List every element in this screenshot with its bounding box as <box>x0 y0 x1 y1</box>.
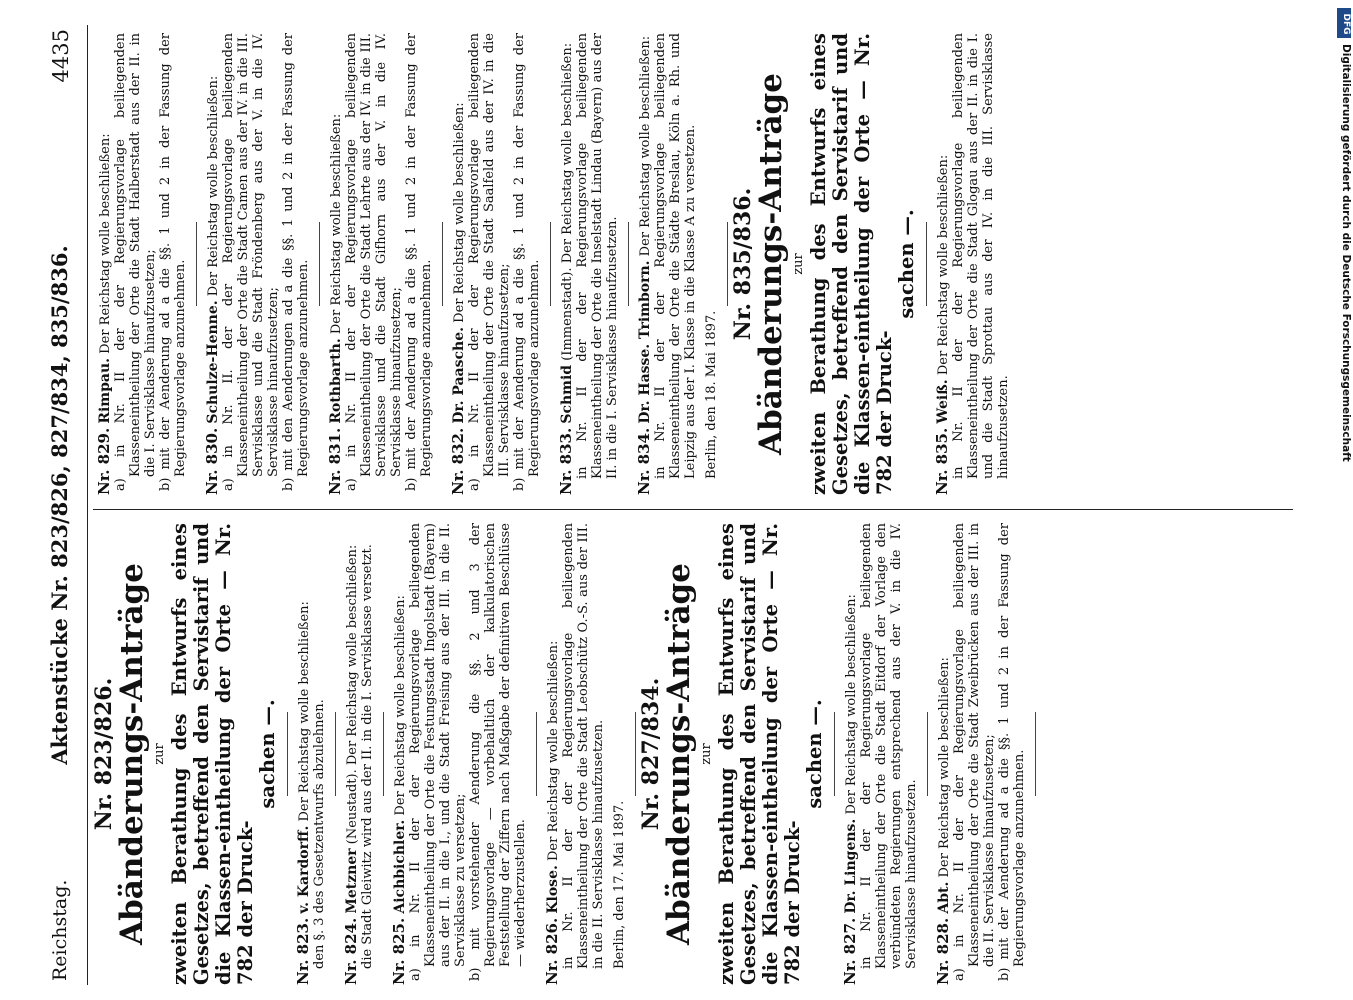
bill-text: zweiten Berathung des Entwurfs eines Gesetzes, betreffend den Servistarif und die Klassen-eintheilung der Orte — Nr. 782 der Druck- <box>807 33 896 495</box>
separator <box>834 712 835 795</box>
motion-item-b: b) mit der Aenderung ad a die §§. 1 und 2 in der Fassung der Regierungsvorlage anzunehmen. <box>997 523 1027 981</box>
motion-832 <box>451 33 542 495</box>
separator <box>319 222 320 305</box>
separator <box>442 222 443 305</box>
motion-number: Nr. 827. <box>841 917 859 985</box>
motion-intro: Der Reichstag wolle beschließen: <box>936 154 951 376</box>
motion-833 <box>559 33 620 495</box>
section-number: Nr. 835/836. <box>730 187 756 341</box>
motion-author: Rothbarth. <box>328 338 344 424</box>
motion-number: Nr. 825. <box>390 917 408 985</box>
left-column <box>91 523 1291 985</box>
motion-body: in Nr. II der der Regierungsvorlage beiliegenden Klasseneintheilung der Orte die Inselstadt Lindau (Bayern) aus der II. in die I. Servisklasse hinaufzusetzen. <box>575 33 620 479</box>
right-column <box>91 33 1291 495</box>
motion-intro: (Neustadt). Der Reichstag wolle beschließen: <box>345 544 360 845</box>
motion-body: den §. 3 des Gesetzentwurfs abzulehnen. <box>312 699 327 969</box>
separator <box>635 712 636 795</box>
separator <box>287 712 288 795</box>
motion-825 <box>392 523 528 985</box>
motion-number: Nr. 830. <box>203 427 221 495</box>
motion-number: Nr. 828. <box>934 917 952 985</box>
motion-item-b: b) mit der Aenderung ad a die §§. 1 und 2 in der Fassung der Regierungsvorlage anzunehmen. <box>158 33 188 491</box>
bill-text: zweiten Berathung des Entwurfs eines Gesetzes, betreffend den Servistarif und die Klassen-eintheilung der Orte — Nr. 782 der Druck- <box>168 523 257 985</box>
page-number: 4435 <box>49 29 73 83</box>
separator <box>383 712 384 795</box>
motion-item-a: a) in Nr. II. der der Regierungsvorlage beiliegenden Klasseneintheilung der Orte die Stadt Camen aus der IV. in die III. Servisklasse und die Stadt Fröndenberg aus der V. in die IV. Servisklasse hinaufzusetzen; <box>221 33 281 491</box>
motion-intro: Der Reichstag wolle beschließen: <box>206 75 221 297</box>
motion-intro: Der Reichstag wolle beschließen: <box>844 594 859 815</box>
motion-author: Dr. Lingens. <box>843 818 859 914</box>
motion-intro: Der Reichstag wolle beschließen: <box>98 133 113 354</box>
motion-body: in Nr. II der der Regierungsvorlage beiliegenden Klasseneintheilung der Orte die Stadt Leobschütz O.-S. aus der III. in die II. Servisklasse hinaufzusetzen. <box>561 523 606 969</box>
motion-830 <box>205 33 311 495</box>
motion-intro: Der Reichstag wolle beschließen: <box>452 102 467 323</box>
separator <box>1035 712 1036 795</box>
motion-item-a: a) in Nr. II der der Regierungsvorlage beiliegenden Klasseneintheilung der Orte die Stadt Halberstadt aus der II. in die I. Servisklasse hinaufzusetzen; <box>113 33 158 491</box>
motion-intro: (Immenstadt). Der Reichstag wolle beschließen: <box>560 42 575 361</box>
motion-item-a: a) in Nr. II der der Regierungsvorlage beiliegenden Klasseneintheilung der Orte die Festungsstadt Ingolstadt (Bayern) aus der II. in die I., und die Stadt Freising aus der III. in die II. Servisklasse zu versetzen; <box>408 523 468 981</box>
separator <box>536 712 537 795</box>
section-number: Nr. 823/826. <box>91 677 117 831</box>
motion-intro: Der Reichstag wolle beschließen: <box>393 595 408 816</box>
separator <box>628 222 629 305</box>
motion-body: in Nr. II der der Regierungsvorlage beiliegenden Klasseneintheilung der Orte die Städte Breslau, Köln a. Rh. und Leipzig aus der I. Klasse in die Klasse A zu versetzen. <box>653 33 698 479</box>
motion-author: v. Kardorff. <box>296 825 312 914</box>
section-zur: zur <box>152 743 167 765</box>
date-line: Berlin, den 17. Mai 1897. <box>612 800 627 969</box>
column-divider <box>93 509 1293 510</box>
separator <box>196 222 197 305</box>
motion-number: Nr. 834. <box>635 427 653 495</box>
motion-author: Schmid <box>559 364 575 424</box>
motion-author: Rimpau. <box>97 357 113 424</box>
separator <box>550 222 551 305</box>
motion-author: Schulze-Henne. <box>205 300 221 424</box>
motion-author: Klose. <box>545 865 561 914</box>
motion-intro: Der Reichstag wolle beschließen: <box>329 113 344 335</box>
motion-item-a: a) in Nr. II der der Regierungsvorlage beiliegenden Klasseneintheilung der Orte die Stadt Zweibrücken aus der III. in die II. Servisklasse hinaufzusetzen; <box>952 523 997 981</box>
separator <box>927 712 928 795</box>
motion-author: Weiß. <box>935 379 951 424</box>
motion-826 <box>545 523 606 985</box>
motion-author: Metzner <box>344 848 360 914</box>
motion-item-a: a) in Nr. II der der Regierungsvorlage beiliegenden Klasseneintheilung der Orte die Stadt Saalfeld aus der IV. in die III. Servisklasse hinaufzusetzen; <box>467 33 512 491</box>
header-reichstag: Reichstag. <box>49 879 71 981</box>
separator <box>727 222 728 305</box>
motion-829 <box>97 33 188 495</box>
motion-item-b: b) mit den Aenderungen ad a die §§. 1 und 2 in der Fassung der Regierungsvorlage anzunehmen. <box>281 33 311 491</box>
motion-824 <box>344 523 375 985</box>
motion-body: die Stadt Gleiwitz wird aus der II. in die I. Servisklasse versetzt. <box>360 544 375 969</box>
motion-number: Nr. 831. <box>326 427 344 495</box>
motion-item-b: b) mit der Aenderung ad a die §§. 1 und 2 in der Fassung der Regierungsvorlage anzunehmen. <box>404 33 434 491</box>
motion-number: Nr. 835. <box>933 427 951 495</box>
date-line: Berlin, den 18. Mai 1897. <box>704 310 719 479</box>
motion-intro: Der Reichstag wolle beschließen: <box>937 657 952 878</box>
motion-827 <box>843 523 919 985</box>
motion-828 <box>936 523 1027 985</box>
separator <box>926 222 927 305</box>
motion-number: Nr. 829. <box>95 427 113 495</box>
separator <box>335 712 336 795</box>
motion-author: Dr. Hasse. Trimborn. <box>637 260 653 424</box>
dfg-logo-text: DFG <box>1341 13 1351 35</box>
motion-number: Nr. 824. <box>342 917 360 985</box>
section-zur: zur <box>791 253 806 275</box>
motion-number: Nr. 823. <box>294 917 312 985</box>
bill-reference <box>169 523 279 985</box>
motion-item-b: b) mit der Aenderung ad a die §§. 1 und 2 in der Fassung der Regierungsvorlage anzunehmen. <box>512 33 542 491</box>
motion-835 <box>935 33 1011 495</box>
motion-831 <box>328 33 434 495</box>
section-title: Abänderungs-Anträge <box>661 563 697 945</box>
section-title: Abänderungs-Anträge <box>753 73 789 455</box>
motion-intro: Der Reichstag wolle beschließen: <box>638 35 653 257</box>
bill-reference <box>808 33 918 495</box>
bill-last-line: sachen —. <box>803 699 826 809</box>
motion-author: Aichbichler. <box>392 819 408 914</box>
motion-834 <box>637 33 698 495</box>
motion-number: Nr. 833. <box>557 427 575 495</box>
header-title: Aktenstücke Nr. 823/826, 827/834, 835/836. <box>47 245 72 765</box>
motion-item-a: a) in Nr. II der der Regierungsvorlage beiliegenden Klasseneintheilung der Orte die Stadt Lehrte aus der IV. in die III. Servisklasse und die Stadt Gifhorn aus der V. in die IV. Servisklasse hinaufzusetzen; <box>344 33 404 491</box>
bill-text: zweiten Berathung des Entwurfs eines Gesetzes, betreffend den Servistarif und die Klassen-eintheilung der Orte — Nr. 782 der Druck- <box>715 523 804 985</box>
motion-author: Dr. Paasche. <box>451 327 467 424</box>
motion-number: Nr. 826. <box>543 917 561 985</box>
section-zur: zur <box>699 743 714 765</box>
motion-intro: Der Reichstag wolle beschließen: <box>297 601 312 822</box>
motion-body: in Nr. II der der Regierungsvorlage beiliegenden Klasseneintheilung der Orte die Stadt Glogau aus der II. in die I. und die Stadt Sprottau aus der IV. in die III. Servisklasse hinaufzusetzen. <box>951 33 1011 479</box>
digitization-credit: Digitalisierung gefördert durch die Deutsche Forschungsgemeinschaft <box>1340 44 1352 462</box>
bill-reference <box>716 523 826 985</box>
motion-823 <box>296 523 327 985</box>
rotated-document-page <box>35 25 1325 985</box>
bill-last-line: sachen —. <box>256 699 279 809</box>
motion-item-b: b) mit vorstehender Aenderung die §§. 2 und 3 der Regierungsvorlage — vorbehaltlich der kalkulatorischen Feststellung der Ziffern nach Maßgabe der definitiven Beschlüsse — wiederherzustellen. <box>468 523 528 981</box>
motion-author: Abt. <box>936 881 952 914</box>
motion-number: Nr. 832. <box>449 427 467 495</box>
section-title: Abänderungs-Anträge <box>114 563 150 945</box>
motion-body: in Nr. II der der Regierungsvorlage beiliegenden Klasseneintheilung der Orte die Stadt Eitdorf der Vorlage den verbündeten Regierungen entsprechend aus der V. in die IV. Servisklasse hinaufzusetzen. <box>859 523 919 969</box>
page-header <box>35 25 88 985</box>
motion-intro: Der Reichstag wolle beschließen: <box>546 640 561 861</box>
section-number: Nr. 827/834. <box>638 677 664 831</box>
bill-last-line: sachen —. <box>895 209 918 319</box>
